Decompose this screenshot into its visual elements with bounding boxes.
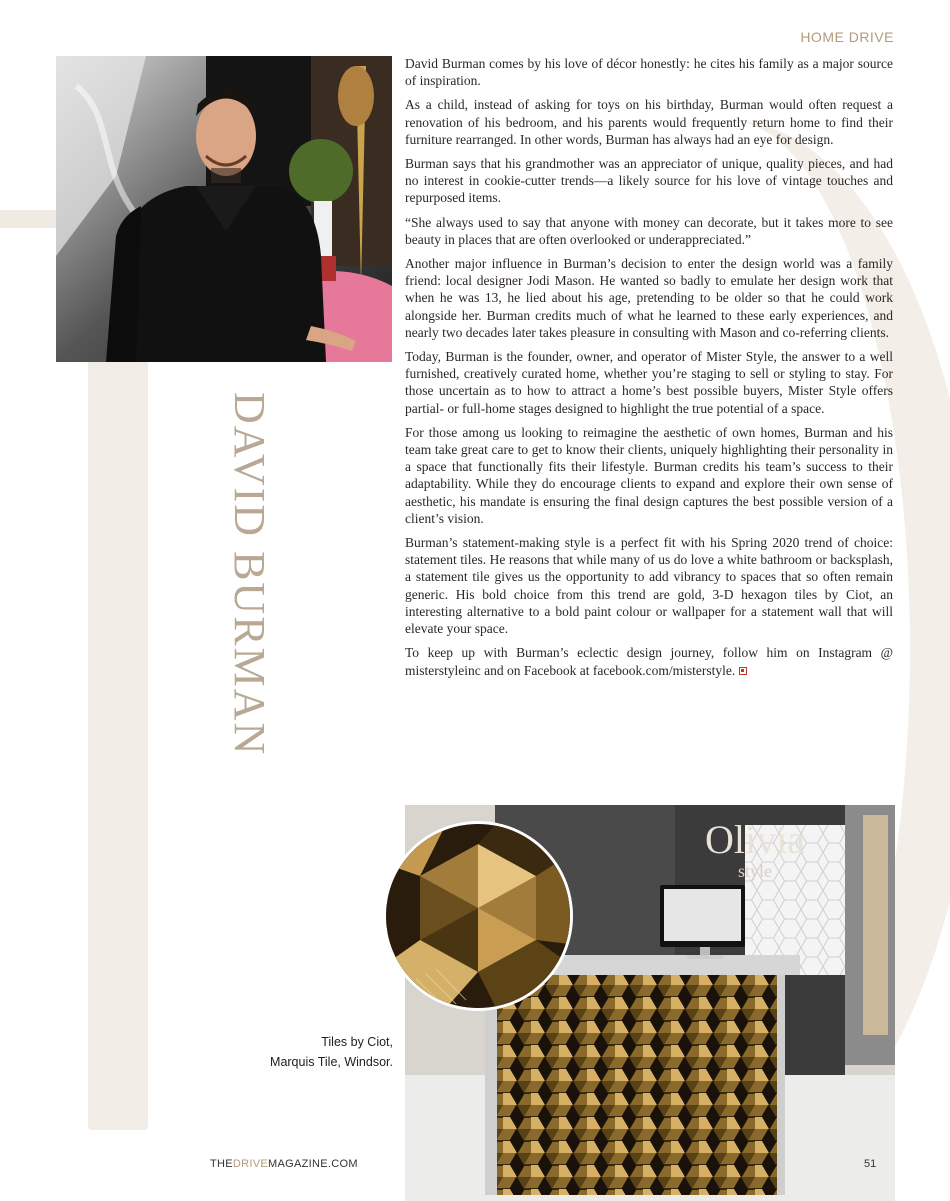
photo-caption: [270, 1032, 393, 1072]
site-suffix: MAGAZINE.COM: [268, 1158, 358, 1170]
section-label: HOME DRIVE: [800, 29, 894, 45]
caption-line: Tiles by Ciot,: [321, 1035, 393, 1049]
background-letter-stem: [88, 360, 148, 1130]
portrait-photo: [56, 56, 392, 362]
sign-text: Olivia: [705, 817, 805, 862]
article-body: [405, 55, 893, 686]
paragraph: Burman says that his grandmother was an appreciator of unique, quality pieces, and had no interest in cookie-cutter trends—a likely source for his love of vintage touches and repurposed items.: [405, 156, 893, 206]
footer-website: [210, 1158, 358, 1170]
end-of-article-icon: [739, 667, 747, 675]
paragraph: As a child, instead of asking for toys on his birthday, Burman would often request a renovation of his bedroom, and his parents would frequently return home to find their furniture rearranged. In other words, Burman has always had an eye for design.: [405, 97, 893, 147]
paragraph-text: To keep up with Burman’s eclectic design journey, follow him on Instagram @ misterstyleinc and on Facebook at facebook.com/misterstyle.: [405, 645, 893, 678]
profile-name: DAVID BURMAN: [225, 392, 274, 757]
site-brand: DRIVE: [232, 1158, 269, 1170]
paragraph: “She always used to say that anyone with money can decorate, but it takes more to see beauty in places that are often overlooked or underappreciated.”: [405, 214, 893, 247]
page-number: 51: [864, 1158, 877, 1170]
paragraph: David Burman comes by his love of décor honestly: he cites his family as a major source of inspiration.: [405, 56, 893, 89]
site-prefix: THE: [210, 1158, 233, 1170]
paragraph: For those among us looking to reimagine the aesthetic of own homes, Burman and his team take great care to get to know their clients, uniquely highlighting their personality in a space that functionally fits their lifestyle. Burman credits his team’s success to their adaptability. While they do encourage clients to expand and explore their own sense of aesthetic, his mandate is ensuring the final design captures the best possible version of a client’s vision.: [405, 424, 893, 526]
paragraph: Burman’s statement-making style is a perfect fit with his Spring 2020 trend of choice: statement tiles. He reasons that while many of us do love a white bathroom or backsplash, a statement tile gives us the opportunity to add vibrancy to spaces that so often remain generic. His bold choice from this trend are gold, 3-D hexagon tiles by Ciot, an interesting alternative to a bold paint colour or wallpaper for a statement wall that will elevate your space.: [405, 535, 893, 637]
paragraph: Today, Burman is the founder, owner, and operator of Mister Style, the answer to a well furnished, creatively curated home, whether you’re staging to sell or styling to stay. For those uncertain as to how to attract a home’s best possible buyers, Mister Style offers partial- or full-home stages designed to highlight the true potential of a space.: [405, 349, 893, 416]
paragraph: Another major influence in Burman’s decision to enter the design world was a family friend: local designer Jodi Mason. He wanted so badly to emulate her design work that when he was 13, he lied about his age, pretending to be older so that he could work alongside her. Burman credits much of what he learned to these early experiences, and nearly two decades later takes pleasure in consulting with Mason and co-referring clients.: [405, 256, 893, 340]
caption-line: Marquis Tile, Windsor.: [270, 1055, 393, 1069]
sign-subtext: style: [738, 861, 772, 881]
paragraph-last: [405, 644, 893, 678]
tile-detail-zoom: [386, 824, 570, 1008]
